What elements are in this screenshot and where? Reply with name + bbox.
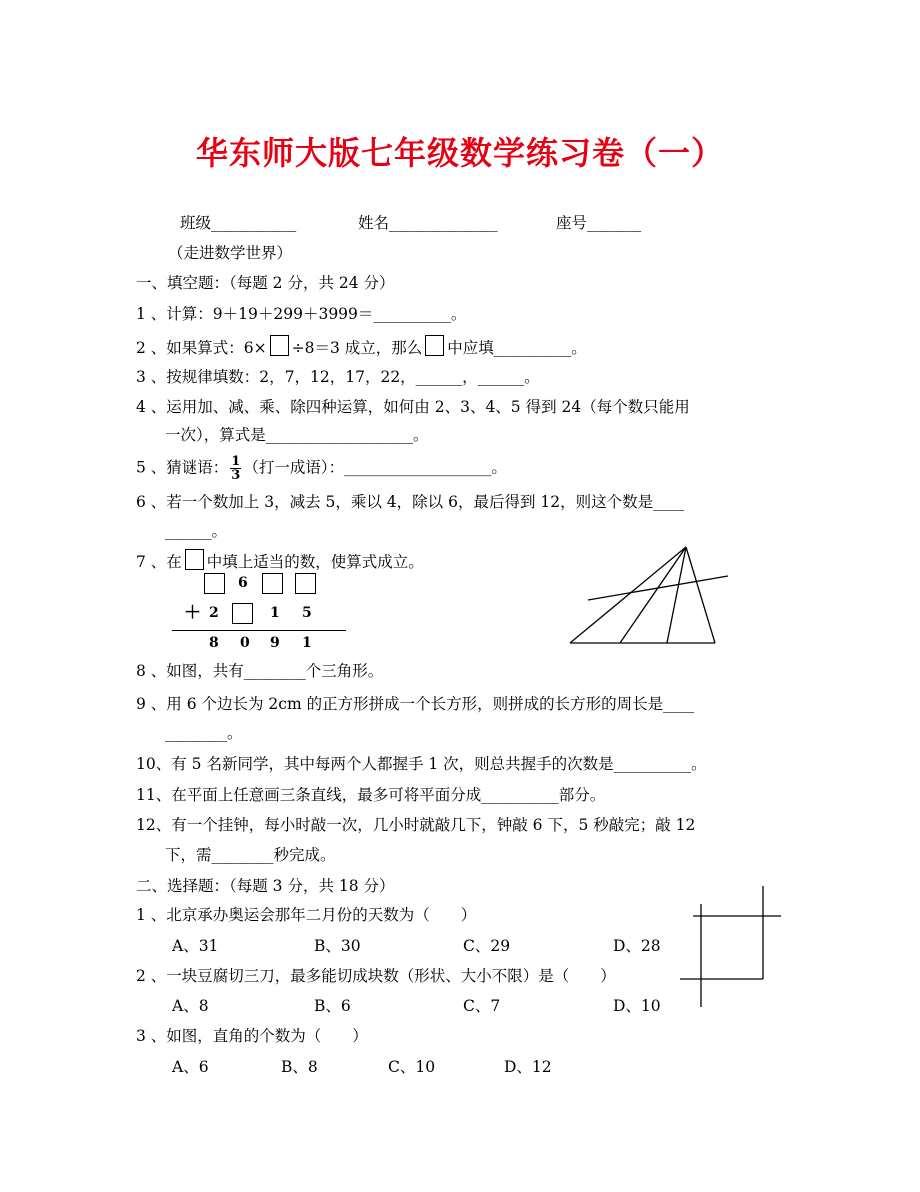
option-a: A、8: [172, 997, 209, 1015]
option-b: B、8: [281, 1058, 318, 1076]
sum-digit: 0: [240, 635, 250, 651]
question-1-8: 8 、如图，共有________个三角形。: [136, 662, 384, 680]
puzzle-digit: 1: [270, 605, 280, 621]
sum-line: [172, 630, 346, 631]
option-d: D、10: [613, 997, 661, 1015]
question-1-2-part-b: ÷8＝3 成立，那么: [291, 339, 423, 357]
option-d: D、12: [504, 1058, 552, 1076]
option-b: B、6: [314, 997, 351, 1015]
section1-heading: 一、填空题：（每题 2 分，共 24 分）: [136, 274, 395, 292]
question-1-11: 11、在平面上任意画三条直线，最多可将平面分成__________部分。: [136, 786, 606, 804]
question-2-3: 3 、如图，直角的个数为（ ）: [136, 1027, 368, 1045]
seat-field: 座号_______: [556, 214, 642, 232]
answer-box: [425, 335, 444, 356]
option-c: C、7: [463, 997, 501, 1015]
question-2-1: 1 、北京承办奥运会那年二月份的天数为（ ）: [136, 906, 477, 924]
fraction-numerator: 1: [231, 454, 241, 469]
puzzle-digit: 2: [209, 605, 219, 621]
puzzle-digit: 6: [238, 575, 248, 591]
question-2-2: 2 、一块豆腐切三刀，最多能切成块数（形状、大小不限）是（ ）: [136, 967, 616, 985]
question-1-2-part-c: 中应填__________。: [447, 339, 587, 357]
question-1-9-line2: ________。: [165, 724, 243, 742]
answer-box: [270, 335, 289, 356]
question-1-7: [136, 549, 424, 572]
question-1-4-line2: 一次），算式是___________________。: [165, 426, 429, 444]
option-c: C、29: [463, 937, 511, 955]
question-1-2: [136, 335, 587, 358]
question-1-5-part-a: 5 、猜谜语：: [136, 458, 229, 477]
question-1-5: [136, 455, 507, 482]
question-1-6-line2: ______。: [165, 522, 228, 540]
answer-box: [185, 549, 204, 570]
option-d: D、28: [613, 937, 661, 955]
question-1-9-line1: 9 、用 6 个边长为 2cm 的正方形拼成一个长方形，则拼成的长方形的周长是____: [136, 695, 695, 713]
question-1-7-part-a: 7 、在: [136, 553, 182, 571]
right-angle-figure: [670, 880, 790, 1010]
option-a: A、31: [172, 937, 219, 955]
option-c: C、10: [388, 1058, 436, 1076]
puzzle-digit: 5: [302, 605, 312, 621]
question-1-5-part-b: （打一成语）：___________________。: [243, 458, 507, 477]
triangle-figure: [560, 540, 740, 650]
sum-digit: 8: [209, 635, 219, 651]
sum-digit: 9: [270, 635, 280, 651]
section2-heading: 二、选择题：（每题 3 分，共 18 分）: [136, 877, 395, 895]
question-1-7-part-b: 中填上适当的数，使算式成立。: [206, 553, 424, 571]
question-1-10: 10、有 5 名新同学，其中每两个人都握手 1 次，则总共握手的次数是__________。: [136, 755, 707, 773]
question-1-1: 1 、计算：9＋19＋299＋3999＝__________。: [136, 305, 467, 323]
sum-digit: 1: [302, 635, 312, 651]
name-field: 姓名______________: [358, 214, 498, 232]
puzzle-box: [232, 603, 253, 624]
question-1-12-line1: 12、有一个挂钟，每小时敲一次，几小时就敲几下，钟敲 6 下，5 秒敲完；敲 12: [136, 816, 696, 834]
option-b: B、30: [314, 937, 361, 955]
question-1-4-line1: 4 、运用加、减、乘、除四种运算，如何由 2、3、4、5 得到 24（每个数只能用: [136, 398, 690, 416]
question-1-2-part-a: 2 、如果算式：6×: [136, 339, 267, 357]
figure-line: [686, 547, 715, 643]
subtitle: （走进数学世界）: [168, 244, 293, 262]
question-1-6-line1: 6 、若一个数加上 3，减去 5，乘以 4，除以 6，最后得到 12，则这个数是____: [136, 493, 685, 511]
question-1-12-line2: 下，需________秒完成。: [165, 846, 336, 864]
option-a: A、6: [172, 1058, 209, 1076]
fraction: [230, 455, 241, 482]
puzzle-box: [204, 573, 225, 594]
figure-line: [570, 547, 686, 643]
puzzle-box: [262, 573, 283, 594]
class-field: 班级___________: [180, 214, 297, 232]
page-title: 华东师大版七年级数学练习卷（一）: [195, 134, 724, 172]
plus-sign: ＋: [184, 603, 201, 623]
figure-line: [588, 576, 728, 600]
question-1-3: 3 、按规律填数：2，7，12，17，22，______，______。: [136, 368, 540, 386]
fraction-denominator: 3: [231, 468, 241, 483]
puzzle-box: [295, 573, 316, 594]
